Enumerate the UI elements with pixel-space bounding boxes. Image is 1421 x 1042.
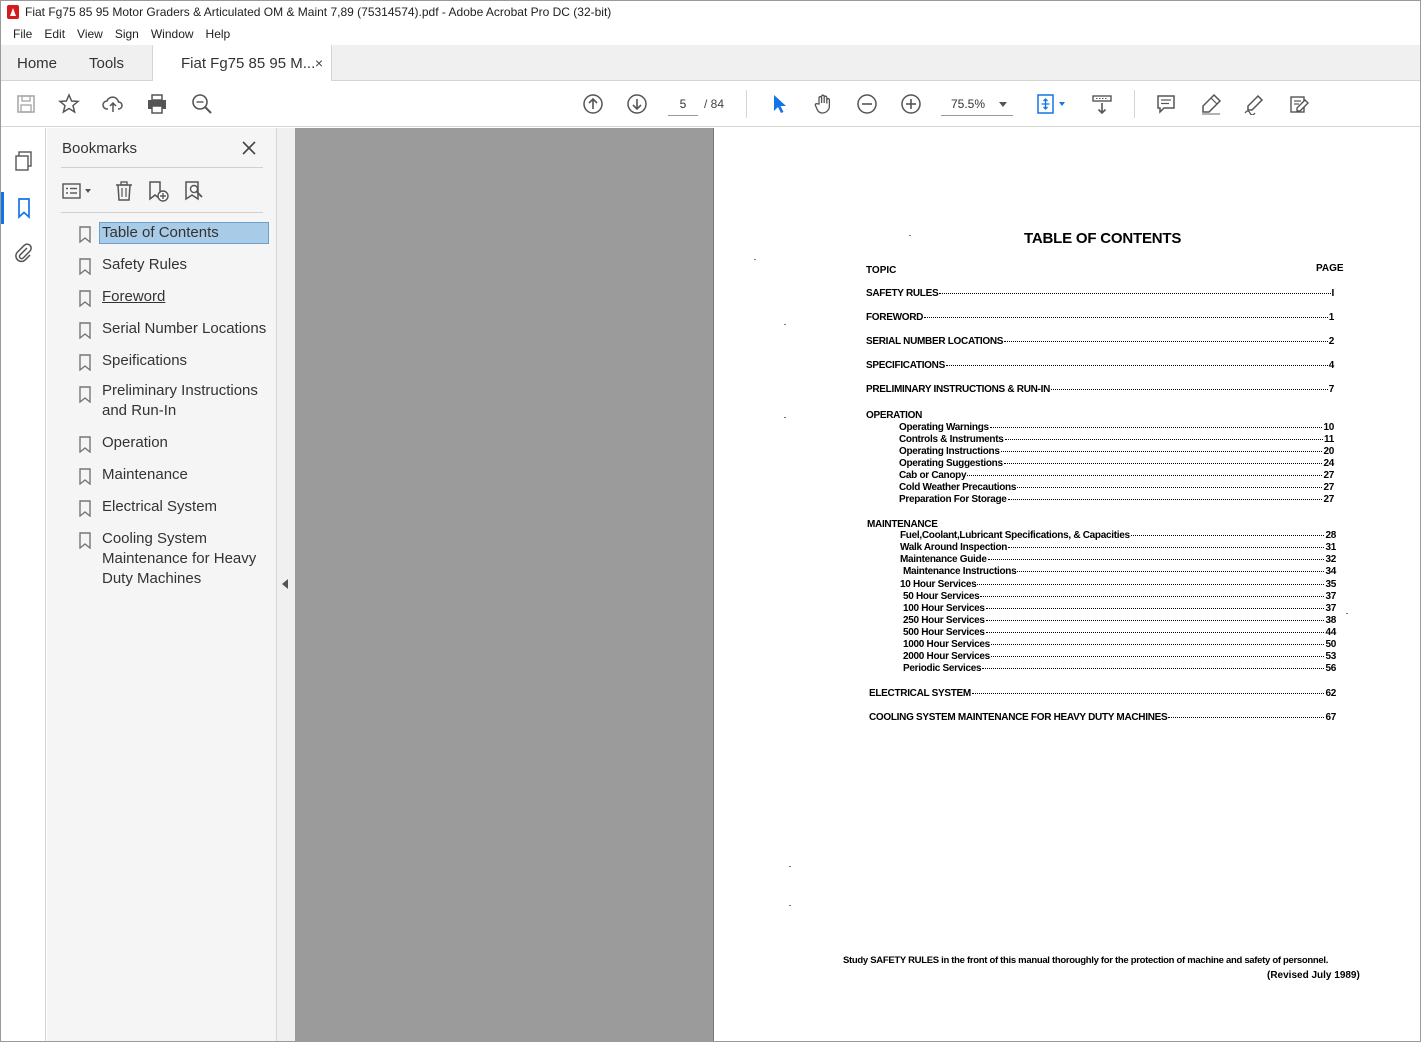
toc-sub-entry[interactable]: 2000 Hour Services 53 (903, 651, 1336, 662)
bookmarks-panel-icon[interactable] (12, 196, 36, 220)
sign-pen-icon[interactable] (1241, 91, 1267, 117)
menu-file[interactable]: File (13, 27, 33, 41)
bookmark-item-safety-rules[interactable] (47, 255, 277, 275)
toc-sub-entry[interactable]: 1000 Hour Services 50 (903, 639, 1336, 650)
toc-entry[interactable]: SERIAL NUMBER LOCATIONS 2 (866, 336, 1334, 347)
previous-page-area (295, 128, 713, 1042)
main-toolbar (1, 81, 1420, 127)
bookmark-list (47, 223, 277, 601)
bookmark-icon (79, 386, 91, 403)
star-bookmark-icon[interactable] (56, 91, 82, 117)
hand-tool-icon[interactable] (810, 91, 836, 117)
edit-pdf-icon[interactable] (1286, 91, 1312, 117)
menu-view[interactable]: View (77, 27, 103, 41)
tab-bar (1, 45, 1420, 81)
tab-tools[interactable]: Tools (89, 54, 125, 72)
bookmark-label: Cooling System Maintenance for Heavy Duty Machines (102, 530, 257, 587)
bookmark-item-foreword[interactable] (47, 287, 277, 307)
zoom-level-value: 75.5% (951, 97, 986, 111)
menu-edit[interactable]: Edit (44, 27, 66, 41)
highlight-pen-icon[interactable] (1198, 91, 1224, 117)
toc-title: TABLE OF CONTENTS (1024, 230, 1182, 247)
acrobat-logo-icon (7, 5, 19, 19)
cloud-upload-icon[interactable] (100, 91, 126, 117)
active-indicator (1, 192, 4, 224)
bookmark-label: Serial Number Locations (102, 320, 267, 337)
window-title: Fiat Fg75 85 95 Motor Graders & Articulated OM & Maint 7,89 (75314574).pdf - Adobe Acrobat Pro DC (32-bit) (25, 5, 612, 19)
panel-title: Bookmarks (62, 140, 138, 157)
toc-sub-entry[interactable]: Operating Suggestions 24 (899, 458, 1334, 469)
new-bookmark-icon[interactable] (145, 178, 171, 204)
select-cursor-icon[interactable] (766, 91, 792, 117)
toc-sub-entry[interactable]: Operating Instructions 20 (899, 446, 1334, 457)
menu-bar (1, 23, 1420, 45)
bookmark-label: Table of Contents (100, 223, 268, 243)
toc-topic-header: TOPIC (866, 265, 897, 276)
scrolling-mode-icon[interactable] (1089, 91, 1115, 117)
bookmark-icon (79, 322, 91, 339)
scan-speck (754, 259, 756, 260)
menu-sign[interactable]: Sign (114, 27, 139, 41)
toc-sub-entry[interactable]: Maintenance Guide 32 (900, 554, 1336, 565)
menu-help[interactable]: Help (205, 27, 231, 41)
toc-sub-entry[interactable]: Periodic Services 56 (903, 663, 1336, 674)
close-tab-icon[interactable]: × (314, 55, 323, 71)
toolbar-divider (1134, 90, 1135, 118)
panel-divider (61, 212, 263, 213)
bookmark-item-electrical-system[interactable] (47, 497, 277, 517)
zoom-level-dropdown[interactable] (941, 94, 1013, 116)
toc-entry[interactable]: ELECTRICAL SYSTEM 62 (869, 688, 1336, 699)
bookmark-options-icon[interactable] (61, 178, 97, 204)
toc-sub-entry[interactable]: Fuel,Coolant,Lubricant Specifications, & Capacities 28 (900, 530, 1336, 541)
tab-home[interactable]: Home (17, 54, 58, 72)
toc-sub-entry[interactable]: Operating Warnings 10 (899, 422, 1334, 433)
scan-speck (909, 235, 911, 236)
toc-page-header: PAGE (1316, 263, 1344, 274)
previous-page-icon[interactable] (580, 91, 606, 117)
bookmark-label: Preliminary Instructions and Run-In (102, 382, 258, 419)
toc-entry[interactable]: SPECIFICATIONS 4 (866, 360, 1334, 371)
bookmark-item-table-of-contents[interactable] (47, 223, 277, 243)
collapse-panel-icon[interactable] (282, 579, 288, 589)
scan-speck (789, 866, 791, 867)
bookmarks-panel (47, 128, 277, 1042)
bookmark-icon (79, 258, 91, 275)
next-page-icon[interactable] (624, 91, 650, 117)
toc-sub-entry[interactable]: 100 Hour Services 37 (903, 603, 1336, 614)
toc-sub-entry[interactable]: 10 Hour Services 35 (900, 579, 1336, 590)
bookmark-icon (79, 532, 91, 549)
bookmark-item-preliminary-instructions[interactable] (47, 383, 277, 421)
toc-sub-entry[interactable]: Cold Weather Precautions 27 (899, 482, 1334, 493)
toc-sub-entry[interactable]: Preparation For Storage 27 (899, 494, 1334, 505)
bookmark-label: Operation (102, 434, 168, 451)
pdf-page (713, 128, 1421, 1042)
bookmark-item-cooling-system[interactable] (47, 529, 277, 589)
scan-speck (784, 324, 786, 325)
attachments-paperclip-icon[interactable] (12, 241, 36, 265)
toc-sub-entry[interactable]: Walk Around Inspection 31 (900, 542, 1336, 553)
toc-entry[interactable]: PRELIMINARY INSTRUCTIONS & RUN-IN 7 (866, 384, 1334, 395)
find-bookmark-icon[interactable] (181, 178, 207, 204)
bookmark-label: Foreword (102, 288, 166, 305)
toc-sub-entry[interactable]: 250 Hour Services 38 (903, 615, 1336, 626)
bookmark-label: Electrical System (102, 498, 218, 515)
toc-sub-entry[interactable]: 500 Hour Services 44 (903, 627, 1336, 638)
page-total: / 84 (704, 97, 725, 111)
page-thumbnails-icon[interactable] (12, 149, 36, 173)
toc-entry[interactable]: SAFETY RULES I (866, 288, 1334, 299)
bookmark-item-specifications[interactable] (47, 351, 277, 371)
navigation-rail (1, 128, 46, 1042)
page-number-input[interactable]: 5 (668, 94, 698, 116)
title-bar (1, 1, 1420, 23)
zoom-out-icon[interactable] (854, 91, 880, 117)
fit-page-icon[interactable] (1033, 91, 1069, 117)
panel-divider (61, 167, 263, 168)
chevron-down-icon (999, 102, 1007, 107)
bookmark-label: Maintenance (102, 466, 188, 483)
bookmark-item-serial-number-locations[interactable] (47, 319, 277, 339)
print-icon[interactable] (144, 91, 170, 117)
toc-sub-entry[interactable]: Maintenance Instructions 34 (903, 566, 1336, 577)
scan-speck (1346, 613, 1348, 614)
bookmark-icon (79, 354, 91, 371)
toc-section-operation: OPERATION (866, 410, 923, 421)
bookmark-icon (79, 468, 91, 485)
scan-speck (784, 417, 786, 418)
toc-section-maintenance: MAINTENANCE (867, 519, 938, 530)
scan-speck (789, 905, 791, 906)
safety-footer-note: Study SAFETY RULES in the front of this manual thoroughly for the protection of machine and safety of personnel. (843, 955, 1329, 966)
bookmark-label: Speifications (102, 352, 188, 369)
revision-note: (Revised July 1989) (1267, 970, 1360, 981)
save-icon[interactable] (13, 91, 39, 117)
toc-sub-entry[interactable]: Controls & Instruments 11 (899, 434, 1334, 445)
bookmark-item-operation[interactable] (47, 433, 277, 453)
close-icon[interactable] (239, 138, 259, 158)
zoom-in-icon[interactable] (898, 91, 924, 117)
zoom-search-icon[interactable] (189, 91, 215, 117)
toc-sub-entry[interactable]: 50 Hour Services 37 (903, 591, 1336, 602)
toc-entry[interactable]: FOREWORD 1 (866, 312, 1334, 323)
bookmark-icon (79, 436, 91, 453)
delete-bookmark-icon[interactable] (111, 178, 137, 204)
bookmark-icon (79, 226, 91, 243)
bookmark-icon (79, 500, 91, 517)
tab-document-label: Fiat Fg75 85 95 M... (181, 55, 316, 72)
bookmark-label: Safety Rules (102, 256, 188, 273)
tab-document[interactable] (152, 45, 332, 82)
toc-entry[interactable]: COOLING SYSTEM MAINTENANCE FOR HEAVY DUTY MACHINES 67 (869, 712, 1336, 723)
bookmark-icon (79, 290, 91, 307)
toolbar-divider (746, 90, 747, 118)
menu-window[interactable]: Window (150, 27, 194, 41)
bookmark-item-maintenance[interactable] (47, 465, 277, 485)
toc-sub-entry[interactable]: Cab or Canopy 27 (899, 470, 1334, 481)
comment-icon[interactable] (1153, 91, 1179, 117)
